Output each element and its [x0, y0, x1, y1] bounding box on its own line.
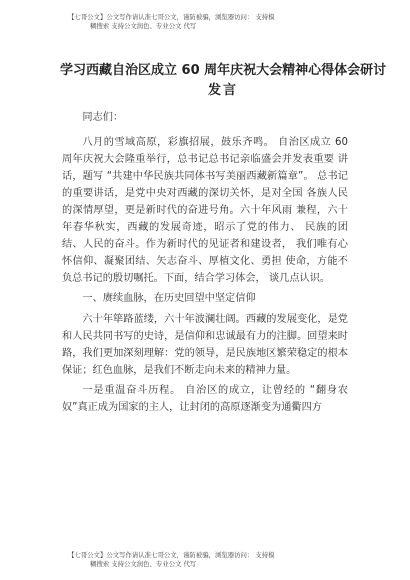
header-watermark-note — [68, 13, 358, 31]
title-line-1: 学习西藏自治区成立 60 周年庆祝大会精神心得体会研讨 — [60, 63, 387, 78]
salutation: 同志们： — [82, 112, 124, 123]
footer-watermark-note — [68, 551, 358, 569]
footer-note-line-2: 糊搜索 支持公文润色、专业公文 代写 — [90, 560, 197, 568]
document-title — [60, 61, 387, 101]
document-body — [62, 109, 348, 419]
body-paragraph-history: 六十年筚路蓝缕，六十年波澜壮阔。西藏的发展变化，是党和人民共同书写的史诗，是信仰和忠诚最有力的注脚。回望来时路，我们更加深刻理解：党的领导，是民族地区繁荣稳定的根本保证；红色血脉，是我们不断走向未来的精神力量。 — [62, 314, 348, 376]
section-heading-1: 一、赓续血脉，在历史回望中坚定信仰 — [82, 293, 256, 304]
footer-note-line-1: 【七哥公文】公文写作请认准七哥公文，谨防被骗，浏览器访问： 支持模 — [68, 551, 275, 559]
body-paragraph-intro: 八月的雪域高原，彩旗招展，鼓乐齐鸣。 自治区成立 60 周年庆祝大会隆重举行，总书记总书记亲临盛会并发表重要 讲话，题写 “共建中华民族共同体书写美丽西藏新篇章”。 总书记的重要讲话，是党中央对西藏的深切关怀，是对全国 各族人民的深情厚望，更是新时代的奋进号角。六十年风雨 兼程，六十年春华秋实，西藏的发展奇迹，昭示了党的伟力、 民族的团结、人民的奋斗。作为新时代的见证者和建设者， 我们唯有心怀信仰、凝聚团结、矢志奋斗、厚植文化、勇担 使命，方能不负总书记的殷切嘱托。下面，结合学习体会， 谈几点认识。 — [62, 137, 348, 284]
header-note-line-2: 糊搜索 支持公文润色、专业公文 代写 — [90, 22, 197, 30]
title-line-2: 发言 — [207, 83, 238, 98]
header-note-line-1: 【七哥公文】公文写作请认准七哥公文，谨防被骗，浏览器访问： 支持模 — [68, 13, 275, 21]
body-paragraph-first-point: 一是重温奋斗历程。 自治区的成立，让曾经的 “翻身农 奴”真正成为国家的主人，让封闭的高原逐渐变为通衢四方 — [62, 385, 348, 413]
